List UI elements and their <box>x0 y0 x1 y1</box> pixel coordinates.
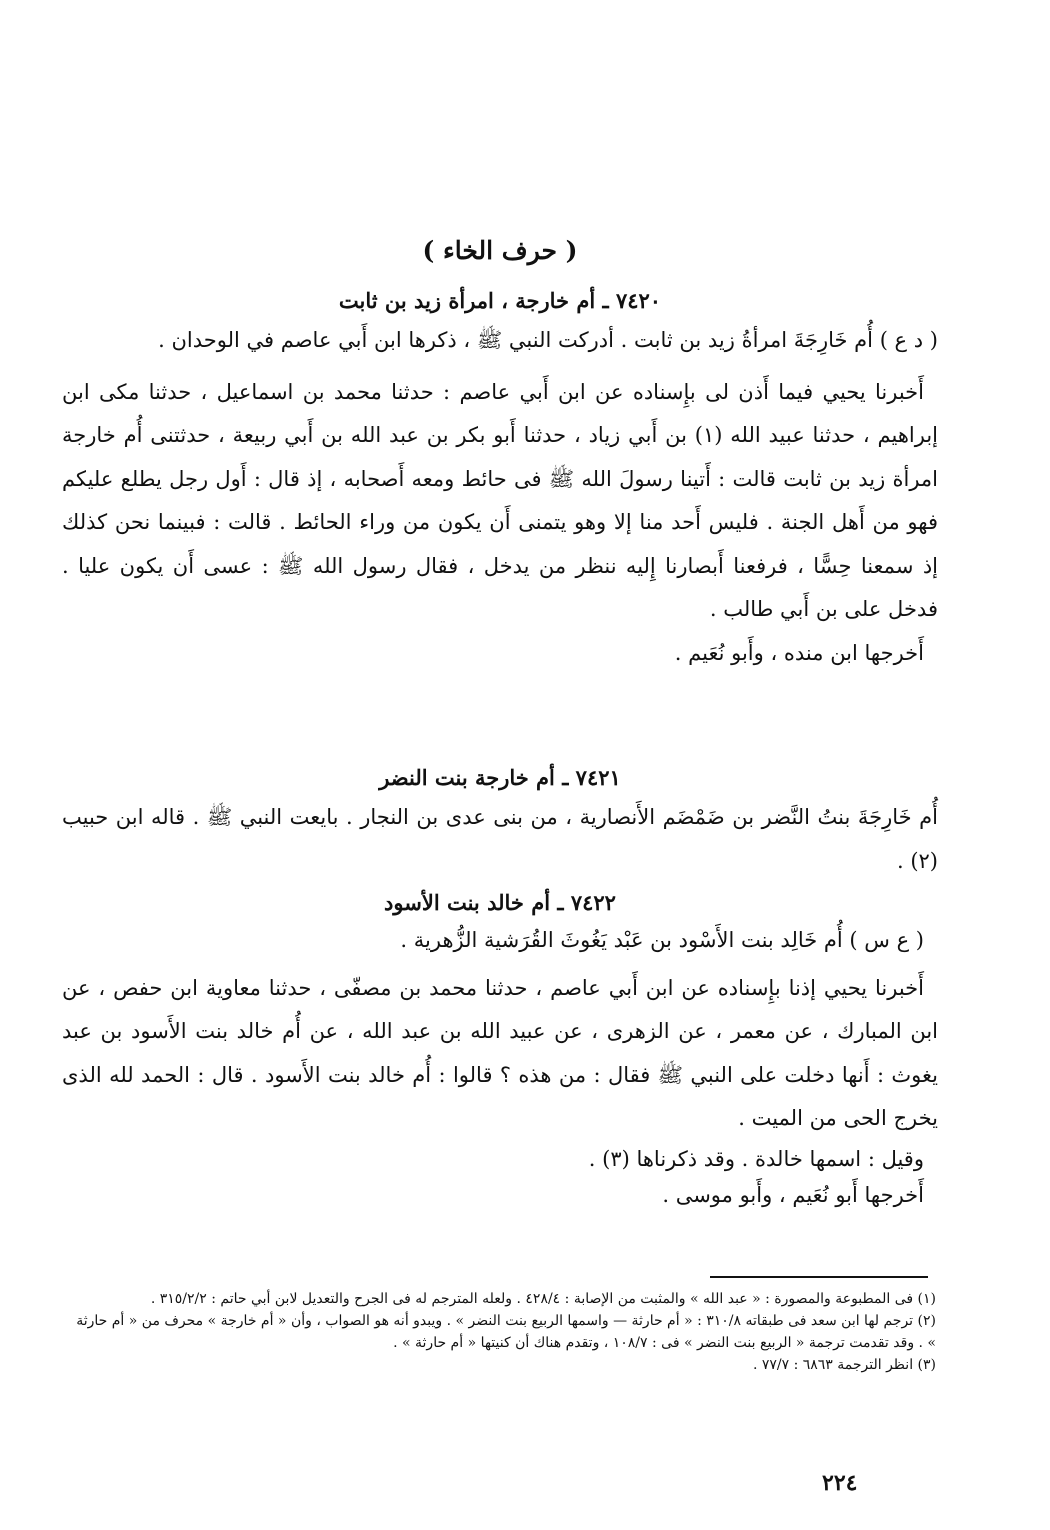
footnote-1: (١) فى المطبوعة والمصورة : « عبد الله » والمثبت من الإصابة : ٤٢٨/٤ . ولعله المترجم له فى الجرح والتعديل لابن أبي حاتم : ٣١٥/٢/٢ . <box>150 1291 936 1307</box>
entry-paragraph: وقيل : اسمها خالدة . وقد ذكرناها (٣) . <box>588 1146 924 1171</box>
entry-title: ٧٤٢١ ـ أم خارجة بنت النضر <box>379 765 621 790</box>
entry-7421 <box>62 765 938 883</box>
entry-paragraph: ( ع س ) أُم خَالِد بنت الأَسْود بن عَبْد يَغُوثَ القُرَشية الزُّهرية . <box>400 928 924 952</box>
entry-title: ٧٤٢٠ ـ أم خارجة ، امرأة زيد بن ثابت <box>338 288 662 313</box>
entry-7422 <box>62 890 938 1213</box>
entry-title: ٧٤٢٢ ـ أم خالد بنت الأسود <box>384 890 616 915</box>
footnote-2: (٢) ترجم لها ابن سعد فى طبقاته ٣١٠/٨ : « أم حارثة — واسمها الربيع بنت النضر » . ويبدو أنه هو الصواب ، وأن « أم خارجة » محرف من « أم حارثة » . وقد تقدمت ترجمة « الربيع بنت النضر » فى : ١٠٨/٧ ، وتقدم هناك أن كنيتها « أم حارثة » . <box>76 1313 936 1351</box>
entry-paragraph: ( د ع ) أُم خَارِجَةَ امرأةُ زيد بن ثابت . أدركت النبي ﷺ ، ذكرها ابن أَبي عاصم في الوحدان . <box>158 328 938 352</box>
chapter-heading: ( حرف الخاء ) <box>422 236 578 265</box>
footnote-divider <box>710 1276 928 1278</box>
footnote-3: (٣) انظر الترجمة ٦٨٦٣ : ٧٧/٧ . <box>752 1357 936 1373</box>
entry-paragraph: أَخرجها ابن منده ، وأَبو نُعَيم . <box>674 640 924 665</box>
page-number: ٢٢٤ <box>822 1470 858 1496</box>
entry-7420 <box>62 288 938 675</box>
entry-paragraph: أَخبرنا يحيي فيما أَذن لى بإِسناده عن ابن أَبي عاصم : حدثنا محمد بن اسماعيل ، حدثنا مكى ابن إبراهيم ، حدثنا عبيد الله (١) بن أَبي زياد ، حدثنا أَبو بكر بن عبد الله بن أَبي ربيعة ، حدثتنى أُم خارجة امرأة زيد بن ثابت قالت : أَتينا رسولَ الله ﷺ فى حائط ومعه أَصحابه ، إذ قال : أَول رجل يطلع عليكم فهو من أَهل الجنة . فليس أَحد منا إلا وهو يتمنى أَن يكون من وراء الحائط . قالت : فبينما نحن كذلك إذ سمعنا حِسًّا ، فرفعنا أَبصارنا إِليه ننظر من يدخل ، فقال رسول الله ﷺ : عسى أَن يكون عليا . فدخل على بن أَبي طالب . <box>62 379 939 621</box>
entry-paragraph: أُم خَارِجَةَ بنتُ النَّضر بن ضَمْضَم الأَنصارية ، من بنى عدى بن النجار . بايعت النبي ﷺ . قاله ابن حبيب (٢) . <box>62 805 938 873</box>
entry-paragraph: أَخبرنا يحيي إذنا بإِسناده عن ابن أَبي عاصم ، حدثنا محمد بن مصفّى ، حدثنا معاوية ابن حفص ، عن ابن المبارك ، عن معمر ، عن الزهرى ، عن عبيد الله بن عبد الله ، عن أُم خالد بنت الأَسود بن عبد يغوث : أَنها دخلت على النبي ﷺ فقال : من هذه ؟ قالوا : أُم خالد بنت الأَسود . قال : الحمد لله الذى يخرج الحى من الميت . <box>62 975 938 1130</box>
footnotes <box>70 1288 936 1376</box>
entry-paragraph: أَخرجها أَبو نُعَيم ، وأَبو موسى . <box>662 1182 924 1207</box>
